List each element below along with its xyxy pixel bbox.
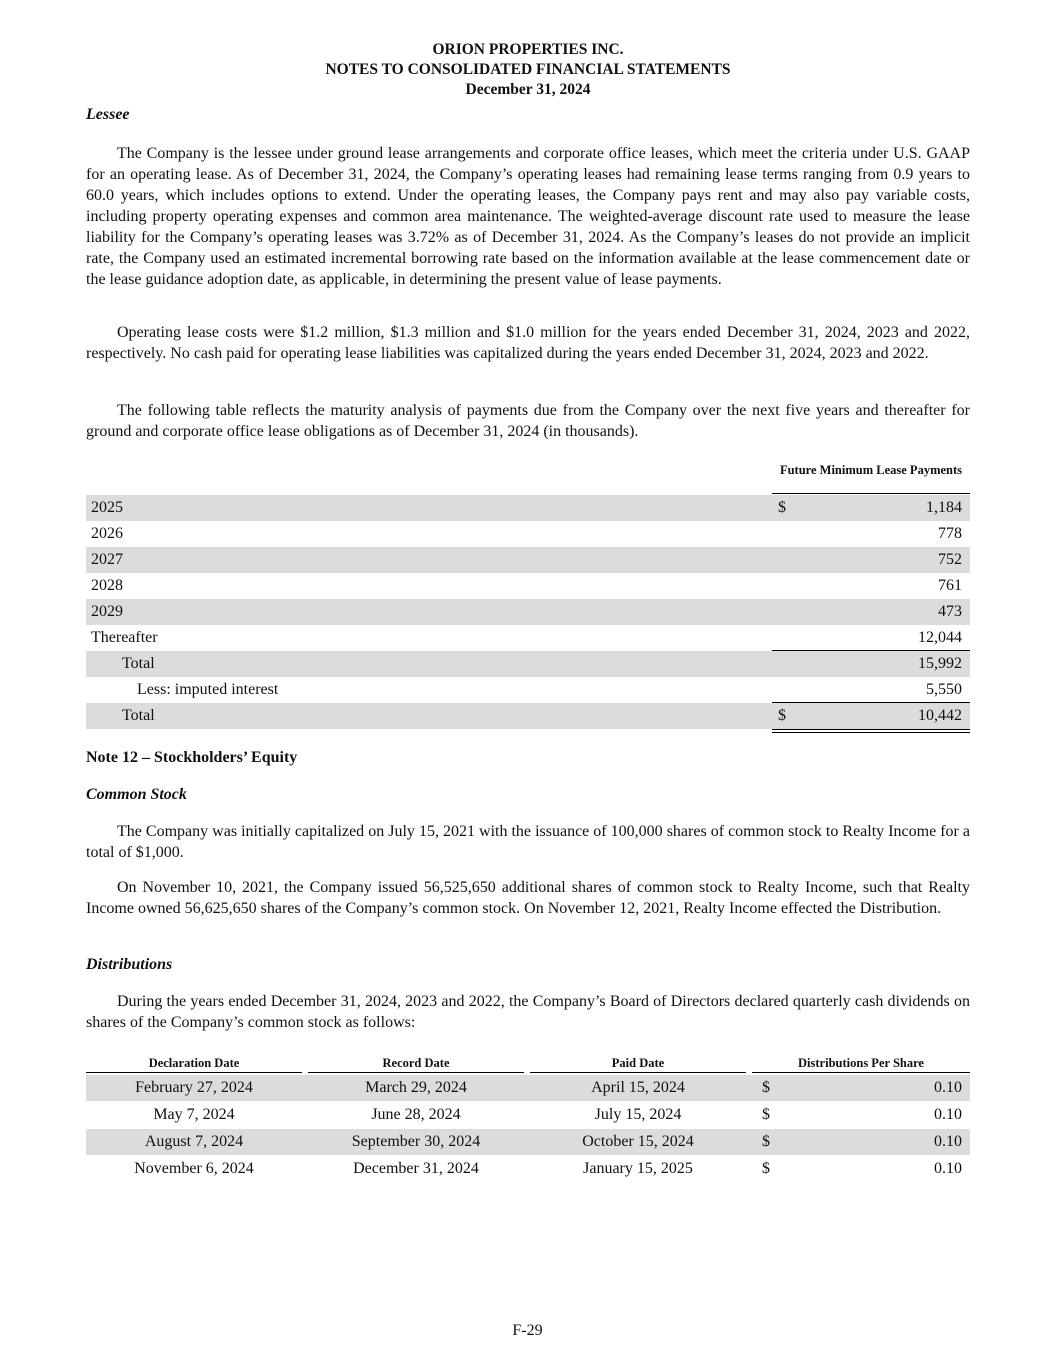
paid-date: October 15, 2024 bbox=[582, 1133, 694, 1150]
row-label: Total bbox=[122, 707, 155, 724]
table-row-total bbox=[86, 703, 970, 729]
distribution-amount: 0.10 bbox=[934, 1133, 962, 1150]
table-row bbox=[86, 521, 970, 547]
currency-symbol: $ bbox=[778, 707, 786, 724]
table-row bbox=[86, 677, 970, 703]
lessee-heading: Lessee bbox=[86, 106, 130, 123]
currency-symbol: $ bbox=[762, 1133, 770, 1150]
declaration-date: February 27, 2024 bbox=[135, 1079, 253, 1096]
row-value: 761 bbox=[938, 577, 962, 594]
distributions-heading: Distributions bbox=[86, 956, 173, 973]
column-header-declaration-date: Declaration Date bbox=[86, 1054, 302, 1073]
page-number: F-29 bbox=[512, 1322, 543, 1339]
row-value: 778 bbox=[938, 525, 962, 542]
table-row bbox=[86, 1102, 970, 1128]
table-row bbox=[86, 495, 970, 521]
paid-date: April 15, 2024 bbox=[591, 1079, 685, 1096]
table-row bbox=[86, 547, 970, 573]
document-title: NOTES TO CONSOLIDATED FINANCIAL STATEMENTS bbox=[325, 61, 731, 78]
row-value: 473 bbox=[938, 603, 962, 620]
column-header-distributions-per-share: Distributions Per Share bbox=[752, 1054, 970, 1073]
common-stock-paragraph-1: The Company was initially capitalized on July 15, 2021 with the issuance of 100,000 shares of common stock to Realty Income for a total of $1,000. bbox=[86, 823, 970, 861]
paid-date: July 15, 2024 bbox=[594, 1106, 682, 1123]
record-date: September 30, 2024 bbox=[351, 1133, 481, 1150]
table-row bbox=[86, 1156, 970, 1182]
distribution-amount: 0.10 bbox=[934, 1106, 962, 1123]
distribution-amount: 0.10 bbox=[934, 1079, 962, 1096]
column-header-rule bbox=[772, 493, 970, 494]
lessee-paragraph-3: The following table reflects the maturity analysis of payments due from the Company over the next five years and thereafter for ground and corporate office lease obligations as of December 31, 2024 (in thousands). bbox=[86, 402, 970, 440]
table-row bbox=[86, 1129, 970, 1155]
currency-symbol: $ bbox=[762, 1106, 770, 1123]
common-stock-paragraph-2: On November 10, 2021, the Company issued 56,525,650 additional shares of common stock to Realty Income, such that Realty Income owned 56,625,650 shares of the Company’s common stock. On November 12, 2021, Realty Income effected the Distribution. bbox=[86, 879, 970, 917]
column-header-paid-date: Paid Date bbox=[530, 1054, 746, 1073]
lease-column-header: Future Minimum Lease Payments bbox=[779, 463, 963, 477]
row-label: Total bbox=[122, 655, 155, 672]
document-date: December 31, 2024 bbox=[465, 81, 591, 98]
note-12-title: Note 12 – Stockholders’ Equity bbox=[86, 749, 298, 766]
row-value: 752 bbox=[938, 551, 962, 568]
distribution-amount: 0.10 bbox=[934, 1160, 962, 1177]
table-row-subtotal bbox=[86, 651, 970, 677]
paid-date: January 15, 2025 bbox=[583, 1160, 693, 1177]
declaration-date: May 7, 2024 bbox=[153, 1106, 235, 1123]
row-label: 2026 bbox=[91, 525, 123, 542]
table-row bbox=[86, 599, 970, 625]
double-rule-top bbox=[772, 729, 970, 730]
common-stock-heading: Common Stock bbox=[86, 786, 187, 803]
table-row bbox=[86, 573, 970, 599]
record-date: March 29, 2024 bbox=[365, 1079, 467, 1096]
lessee-paragraph-2: Operating lease costs were $1.2 million, $1.3 million and $1.0 million for the years ended December 31, 2024, 2023 and 2022, respectively. No cash paid for operating lease liabilities was capitalized during the years ended December 31, 2024, 2023 and 2022. bbox=[86, 324, 970, 362]
distributions-paragraph: During the years ended December 31, 2024, 2023 and 2022, the Company’s Board of Directors declared quarterly cash dividends on shares of the Company’s common stock as follows: bbox=[86, 993, 970, 1031]
record-date: December 31, 2024 bbox=[353, 1160, 479, 1177]
row-label: 2025 bbox=[91, 499, 123, 516]
currency-symbol: $ bbox=[762, 1160, 770, 1177]
row-value: 5,550 bbox=[926, 681, 962, 698]
row-label: Less: imputed interest bbox=[137, 681, 279, 698]
page-header bbox=[86, 0, 970, 100]
row-value: 10,442 bbox=[918, 707, 962, 724]
row-value: 12,044 bbox=[918, 629, 962, 646]
row-value: 15,992 bbox=[918, 655, 962, 672]
table-row bbox=[86, 1075, 970, 1101]
company-name: ORION PROPERTIES INC. bbox=[432, 41, 624, 58]
row-value: 1,184 bbox=[926, 499, 962, 516]
declaration-date: November 6, 2024 bbox=[134, 1160, 254, 1177]
declaration-date: August 7, 2024 bbox=[144, 1133, 244, 1150]
double-rule-bottom bbox=[772, 732, 970, 733]
column-header-record-date: Record Date bbox=[308, 1054, 524, 1073]
currency-symbol: $ bbox=[762, 1079, 770, 1096]
table-row bbox=[86, 625, 970, 651]
lessee-paragraph-1: The Company is the lessee under ground lease arrangements and corporate office leases, which meet the criteria under U.S. GAAP for an operating lease. As of December 31, 2024, the Company’s operating leases had remaining lease terms ranging from 0.9 years to 60.0 years, which includes options to extend. Under the operating leases, the Company pays rent and may also pay variable costs, including property operating expenses and common area maintenance. The weighted-average discount rate used to measure the lease liability for the Company’s operating leases was 3.72% as of December 31, 2024. As the Company’s leases do not provide an implicit rate, the Company used an estimated incremental borrowing rate based on the information available at the lease commencement date or the lease guidance adoption date, as applicable, in determining the present value of lease payments. bbox=[86, 145, 970, 288]
row-label: 2029 bbox=[91, 603, 123, 620]
row-label: 2028 bbox=[91, 577, 123, 594]
row-label: 2027 bbox=[91, 551, 123, 568]
currency-symbol: $ bbox=[778, 499, 786, 516]
record-date: June 28, 2024 bbox=[371, 1106, 461, 1123]
row-label: Thereafter bbox=[91, 629, 158, 646]
